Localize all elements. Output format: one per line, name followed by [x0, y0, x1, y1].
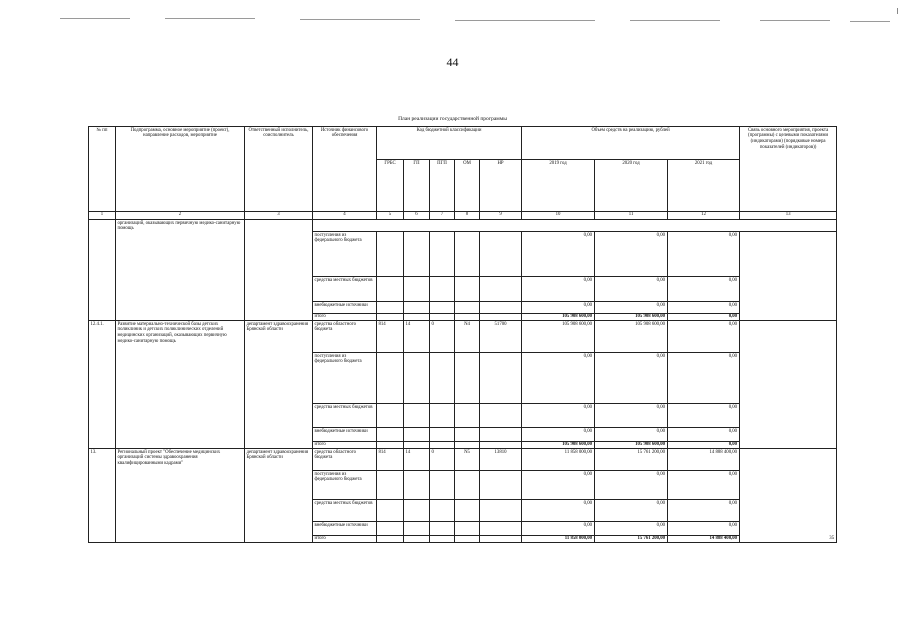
amount-2021: 14 888 400,00 [668, 536, 740, 543]
header-source: Источник финансового обеспечения [313, 127, 377, 212]
subprogram-cell: организаций, оказывающих первичную медико-санитарную помощь [116, 220, 245, 321]
amount-2019: 105 908 600,00 [522, 321, 595, 353]
source-cell: итого [313, 536, 377, 543]
row-number-cell: 12.4.1. [89, 321, 116, 449]
amount-2020: 105 908 600,00 [595, 321, 668, 353]
scan-artifact [897, 8, 898, 14]
header-gp: ГП [404, 160, 430, 212]
column-number: 7 [430, 212, 455, 220]
amount-2021: 0,00 [668, 500, 740, 522]
link-cell [740, 321, 837, 449]
subprogram-cell: Развитие материально-технической базы детских поликлиник и детских поликлинических отделений медицинских организаций, оказывающих первичную медико-санитарную помощь [116, 321, 245, 449]
amount-2019: 0,00 [522, 500, 595, 522]
amount-2021: 0,00 [668, 428, 740, 442]
source-cell: внебюджетные источники [313, 522, 377, 536]
header-volume: Объем средств на реализацию, рублей [522, 127, 740, 160]
amount-2021: 0,00 [668, 442, 740, 449]
code-pgp: 0 [430, 449, 455, 471]
amount-2019: 0,00 [522, 471, 595, 500]
header-2020: 2020 год [595, 160, 668, 212]
amount-2019: 0,00 [522, 277, 595, 302]
code-om: N4 [455, 321, 480, 353]
amount-2020: 0,00 [595, 500, 668, 522]
amount-2021: 0,00 [668, 353, 740, 404]
column-number: 3 [245, 212, 313, 220]
amount-2019: 11 858 000,00 [522, 536, 595, 543]
amount-2020: 0,00 [595, 471, 668, 500]
executor-cell [245, 220, 313, 321]
scan-artifact [60, 18, 130, 19]
amount-2021: 0,00 [668, 404, 740, 428]
source-cell: поступления из федерального бюджета [313, 471, 377, 500]
amount-2019: 0,00 [522, 232, 595, 277]
executor-cell: департамент здравоохранения Брянской области [245, 449, 313, 543]
table-row [89, 449, 837, 471]
subprogram-cell: Региональный проект "Обеспечение медицинских организаций системы здравоохранения квалифицированными кадрами" [116, 449, 245, 543]
code-pgp: 0 [430, 321, 455, 353]
column-number: 13 [740, 212, 837, 220]
amount-2021: 0,00 [668, 321, 740, 353]
scan-artifact [455, 20, 595, 21]
column-number: 8 [455, 212, 480, 220]
amount-2021: 0,00 [668, 314, 740, 321]
column-number: 6 [404, 212, 430, 220]
amount-2021: 14 888 400,00 [668, 449, 740, 471]
header-link: Связь основного мероприятия, проекта (программы) с целевыми показателями (индикаторами) (порядковые номера показателей (индикаторов)) [740, 127, 837, 212]
header-row-no: № пп [89, 127, 116, 212]
amount-2021: 0,00 [668, 471, 740, 500]
header-subprogram: Подпрограмма, основное мероприятие (проект), направление расходов, мероприятие [116, 127, 245, 212]
amount-2019: 0,00 [522, 353, 595, 404]
scan-artifact [850, 21, 890, 22]
header-om: ОМ [455, 160, 480, 212]
source-cell: средства местных бюджетов [313, 277, 377, 302]
header-budget-code: Код бюджетной классификации [377, 127, 522, 160]
executor-cell: департамент здравоохранения Брянской области [245, 321, 313, 449]
code-nr: 51700 [480, 321, 522, 353]
source-cell: поступления из федерального бюджета [313, 232, 377, 277]
source-cell: внебюджетные источники [313, 428, 377, 442]
amount-2020: 0,00 [595, 353, 668, 404]
header-nr: НР [480, 160, 522, 212]
row-number-cell: 13. [89, 449, 116, 543]
amount-2019: 0,00 [522, 404, 595, 428]
header-grbs: ГРБС [377, 160, 404, 212]
source-cell: итого [313, 314, 377, 321]
amount-2020: 0,00 [595, 277, 668, 302]
source-cell: внебюджетные источники [313, 302, 377, 314]
amount-2019: 105 908 600,00 [522, 442, 595, 449]
plan-table [88, 126, 837, 543]
scan-artifact [760, 20, 830, 21]
amount-2020: 15 761 200,00 [595, 449, 668, 471]
column-number: 9 [480, 212, 522, 220]
column-number: 4 [313, 212, 377, 220]
source-cell: итого [313, 442, 377, 449]
code-grbs: 814 [377, 321, 404, 353]
code-grbs: 814 [377, 449, 404, 471]
code-nr: 13810 [480, 449, 522, 471]
amount-2019: 105 908 600,00 [522, 314, 595, 321]
source-cell: средства областного бюджета [313, 321, 377, 353]
code-om: N5 [455, 449, 480, 471]
column-number: 11 [595, 212, 668, 220]
amount-2021: 0,00 [668, 277, 740, 302]
amount-2019: 11 858 000,00 [522, 449, 595, 471]
amount-2019: 0,00 [522, 302, 595, 314]
amount-2019: 0,00 [522, 522, 595, 536]
source-cell: средства местных бюджетов [313, 500, 377, 522]
column-number: 2 [116, 212, 245, 220]
amount-2019: 0,00 [522, 428, 595, 442]
header-2019: 2019 год [522, 160, 595, 212]
amount-2021: 0,00 [668, 522, 740, 536]
code-gp: 14 [404, 321, 430, 353]
column-number: 1 [89, 212, 116, 220]
amount-2020: 15 761 200,00 [595, 536, 668, 543]
spacer-cell [313, 220, 837, 232]
table-row [89, 220, 837, 232]
source-cell: средства местных бюджетов [313, 404, 377, 428]
column-number: 12 [668, 212, 740, 220]
document-title: План реализации государственной программы [398, 116, 507, 122]
amount-2020: 0,00 [595, 232, 668, 277]
link-cell [740, 232, 837, 321]
header-2021: 2021 год [668, 160, 740, 212]
page-number: 44 [446, 55, 459, 69]
link-cell: 35 [740, 449, 837, 543]
code-gp: 14 [404, 449, 430, 471]
row-number-cell [89, 220, 116, 321]
amount-2020: 105 908 600,00 [595, 442, 668, 449]
table-row [89, 321, 837, 353]
header-executor: Ответственный исполнитель, соисполнитель [245, 127, 313, 212]
header-pgp: ПГП [430, 160, 455, 212]
amount-2021: 0,00 [668, 232, 740, 277]
amount-2020: 0,00 [595, 302, 668, 314]
column-number: 10 [522, 212, 595, 220]
column-number: 5 [377, 212, 404, 220]
scan-artifact [165, 18, 255, 19]
amount-2020: 0,00 [595, 404, 668, 428]
amount-2020: 105 908 600,00 [595, 314, 668, 321]
scan-artifact [300, 19, 420, 20]
source-cell: поступления из федерального бюджета [313, 353, 377, 404]
amount-2020: 0,00 [595, 522, 668, 536]
amount-2021: 0,00 [668, 302, 740, 314]
amount-2020: 0,00 [595, 428, 668, 442]
source-cell: средства областного бюджета [313, 449, 377, 471]
scan-artifact [630, 20, 720, 21]
